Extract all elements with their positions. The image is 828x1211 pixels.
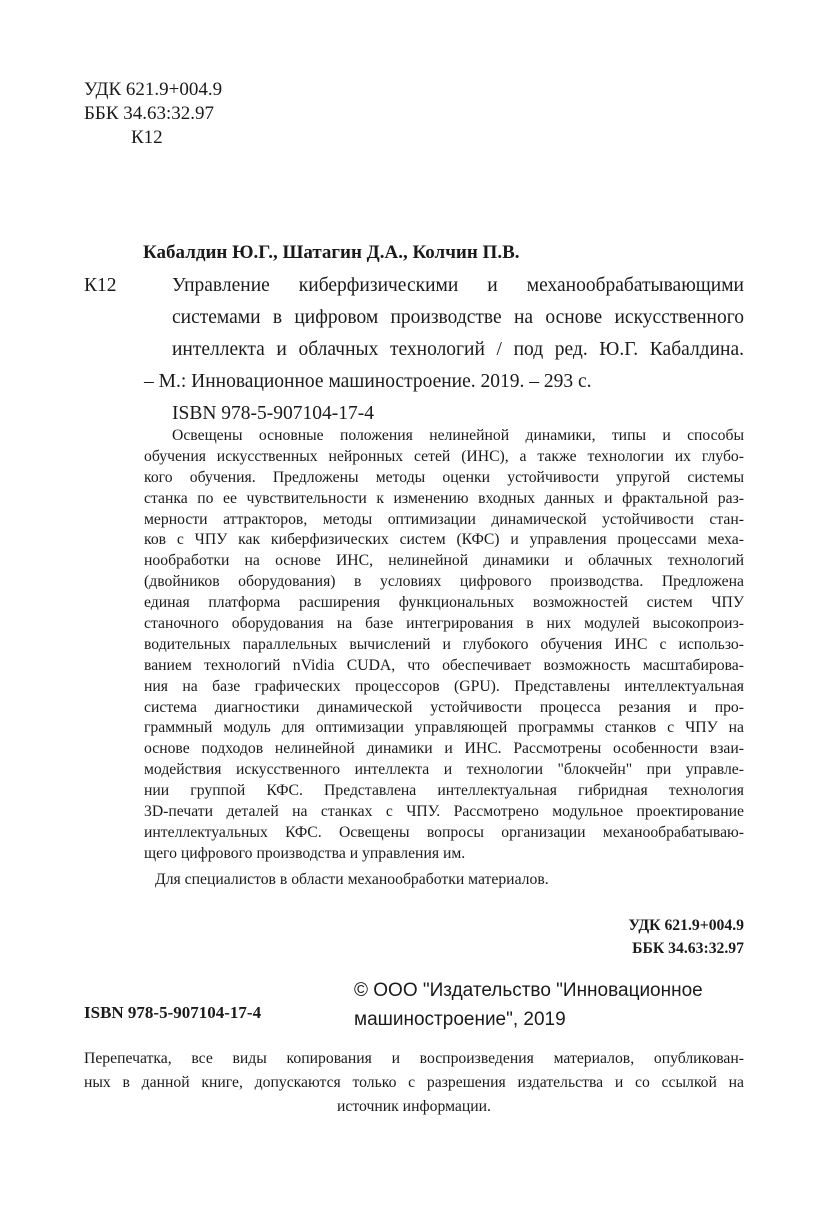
annotation-line: основе подходов нелинейной динамики и ИНС. Рассмотрены особенности взаи- (144, 740, 744, 758)
annotation-line: 3D-печати деталей на станках с ЧПУ. Рассмотрено модульное проектирование (144, 803, 744, 821)
notice-line: Перепечатка, все виды копирования и воспроизведения материалов, опубликован- (84, 1050, 744, 1067)
bbk-code: ББК 34.63:32.97 (84, 103, 215, 124)
annotation-line: Освещены основные положения нелинейной динамики, типы и способы (172, 427, 744, 444)
udk-code-bottom: УДК 621.9+004.9 (628, 917, 744, 934)
notice-line: ных в данной книге, допускаются только с разрешения издательства и со ссылкой на (84, 1074, 744, 1091)
copyright-line: © ООО "Издательство "Инновационное (354, 980, 703, 1001)
annotation-line: мерности аттракторов, методы оптимизации динамической устойчивости стан- (144, 510, 744, 528)
author-mark-top: К12 (131, 127, 163, 148)
annotation-line: нообработки на основе ИНС, нелинейной динамики и облачных технологий (144, 552, 744, 570)
annotation-line: модействия искусственного интеллекта и технологии "блокчейн" при управле- (144, 761, 744, 779)
copyright-line: машиностроение", 2019 (354, 1009, 566, 1030)
authors: Кабалдин Ю.Г., Шатагин Д.А., Колчин П.В. (143, 242, 520, 263)
annotation-line: ков с ЧПУ как киберфизических систем (КФС) и управления процессами меха- (144, 531, 744, 549)
title-line: интеллекта и облачных технологий / под ред. Ю.Г. Кабалдина. (172, 339, 744, 360)
reprint-notice (84, 1047, 744, 1119)
annotation-line: граммный модуль для оптимизации управляющей программы станков с ЧПУ на (144, 719, 744, 737)
isbn-bottom: ISBN 978-5-907104-17-4 (84, 1003, 262, 1022)
annotation-line: щего цифрового производства и управления им. (144, 844, 466, 862)
bibliographic-description (144, 270, 744, 430)
annotation (144, 426, 744, 865)
annotation-line: кого обучения. Предложены методы оценки устойчивости упругой системы (144, 468, 744, 486)
title-line: Управление киберфизическими и механообрабатывающими (172, 275, 744, 296)
annotation-line: водительных параллельных вычислений и глубокого обучения ИНС с использо- (144, 635, 744, 653)
annotation-line: нии группой КФС. Представлена интеллектуальная гибридная технология (144, 782, 744, 800)
annotation-line: ния на базе графических процессоров (GPU). Представлены интеллектуальная (144, 677, 744, 695)
notice-line: источник информации. (337, 1098, 491, 1115)
annotation-line: обучения искусственных нейронных сетей (ИНС), а также технологии их глубо- (144, 447, 744, 465)
author-mark: К12 (84, 275, 117, 296)
bbk-code-bottom: ББК 34.63:32.97 (632, 940, 744, 957)
annotation-line: станочного оборудования на базе интегрирования в них модулей высокопроиз- (144, 615, 744, 633)
isbn-line: ISBN 978-5-907104-17-4 (172, 403, 375, 424)
annotation-line: система диагностики динамической устойчивости процесса резания и про- (144, 698, 744, 716)
copyright-notice (354, 976, 703, 1034)
annotation-line: ванием технологий nVidia CUDA, что обеспечивает возможность масштабирова- (144, 656, 744, 674)
annotation-line: (двойников оборудования) в условиях цифрового производства. Предложена (144, 573, 744, 591)
target-audience: Для специалистов в области механообработки материалов. (155, 871, 549, 888)
udk-code: УДК 621.9+004.9 (84, 79, 223, 100)
title-line: – М.: Инновационное машиностроение. 2019. – 293 с. (144, 371, 592, 392)
annotation-line: интеллектуальных КФС. Освещены вопросы организации механообрабатываю- (144, 823, 744, 841)
annotation-line: единая платформа расширения функциональных возможностей систем ЧПУ (144, 594, 744, 612)
annotation-line: станка по ее чувствительности к изменению входных данных и фрактальной раз- (144, 489, 744, 507)
title-line: системами в цифровом производстве на основе искусственного (172, 307, 744, 328)
